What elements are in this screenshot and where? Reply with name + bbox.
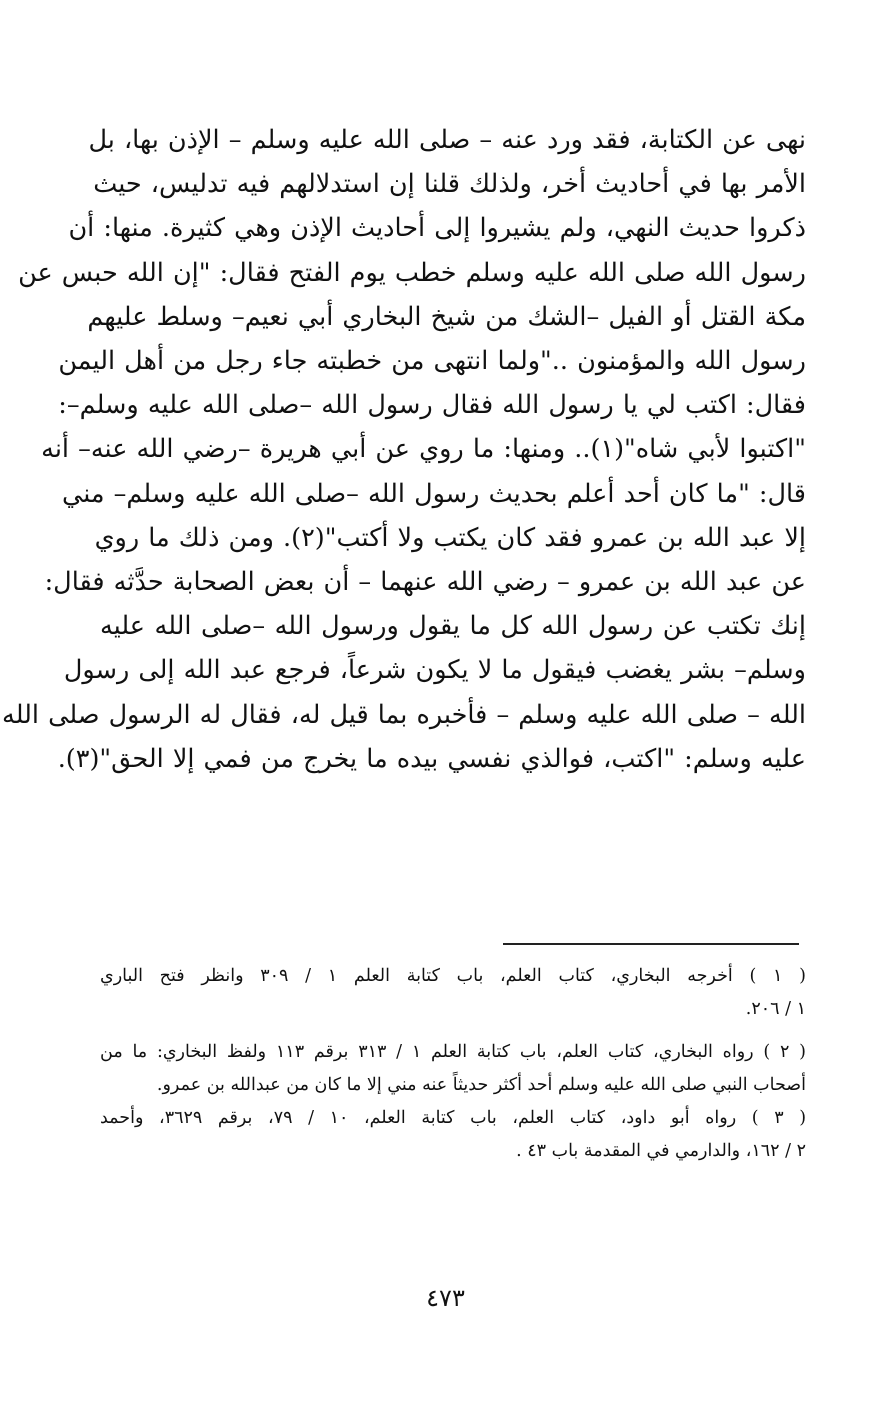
body-line: نهى عن الكتابة، فقد ورد عنه – صلى الله عليه وسلم – الإذن بها، بل — [88, 125, 806, 155]
footnote-line: ( ٣ ) رواه أبو داود، كتاب العلم، باب كتابة العلم، ١٠ / ٧٩، برقم ٣٦٢٩، وأحمد — [100, 1108, 807, 1128]
footnote-separator — [503, 943, 799, 945]
body-line: عن عبد الله بن عمرو – رضي الله عنهما – أن بعض الصحابة حدَّثه فقال: — [44, 567, 806, 598]
body-line: الأمر بها في أحاديث أخر، ولذلك قلنا إن استدلالهم فيه تدليس، حيث — [93, 169, 806, 200]
body-line: إلا عبد الله بن عمرو فقد كان يكتب ولا أكتب"(٢). ومن ذلك ما روي — [94, 522, 806, 553]
body-line: رسول الله والمؤمنون .."ولما انتهى من خطبته جاء رجل من أهل اليمن — [58, 346, 806, 377]
body-line: فقال: اكتب لي يا رسول الله فقال رسول الله –صلى الله عليه وسلم–: — [58, 390, 806, 421]
page-number: ٤٧٣ — [426, 1284, 465, 1312]
body-line: ذكروا حديث النهي، ولم يشيروا إلى أحاديث الإذن وهي كثيرة. منها: أن — [68, 213, 806, 244]
body-line: مكة القتل أو الفيل –الشك من شيخ البخاري أبي نعيم– وسلط عليهم — [87, 301, 806, 332]
footnote-line: ٢ / ١٦٢، والدارمي في المقدمة باب ٤٣ . — [516, 1141, 806, 1161]
body-text — [2, 118, 806, 781]
footnote-line: أصحاب النبي صلى الله عليه وسلم أحد أكثر حديثاً عنه مني إلا ما كان من عبدالله بن عمرو. — [156, 1075, 806, 1095]
body-line: إنك تكتب عن رسول الله كل ما يقول ورسول الله –صلى الله عليه — [100, 611, 806, 642]
footnote-2 — [100, 1036, 806, 1102]
footnotes — [100, 960, 806, 1168]
footnote-1 — [100, 960, 806, 1026]
footnote-line: ( ١ ) أخرجه البخاري، كتاب العلم، باب كتابة العلم ١ / ٣٠٩ وانظر فتح الباري — [100, 966, 806, 986]
body-line: "اكتبوا لأبي شاه"(١).. ومنها: ما روي عن أبي هريرة –رضي الله عنه– أنه — [41, 434, 806, 465]
footnote-line: ١ / ٢٠٦. — [745, 999, 806, 1019]
body-line: قال: "ما كان أحد أعلم بحديث رسول الله –صلى الله عليه وسلم– مني — [61, 478, 806, 509]
body-line: عليه وسلم: "اكتب، فوالذي نفسي بيده ما يخرج من فمي إلا الحق"(٣). — [57, 743, 806, 774]
footnote-line: ( ٢ ) رواه البخاري، كتاب العلم، باب كتابة العلم ١ / ٣١٣ برقم ١١٣ ولفظ البخاري: ما من — [100, 1042, 807, 1062]
body-line: وسلم– بشر يغضب فيقول ما لا يكون شرعاً، فرجع عبد الله إلى رسول — [63, 655, 806, 686]
footnote-3 — [100, 1102, 806, 1168]
body-line: رسول الله صلى الله عليه وسلم خطب يوم الفتح فقال: "إن الله حبس عن — [18, 257, 806, 288]
body-line: الله – صلى الله عليه وسلم – فأخبره بما قيل له، فقال له الرسول صلى الله — [2, 699, 806, 730]
